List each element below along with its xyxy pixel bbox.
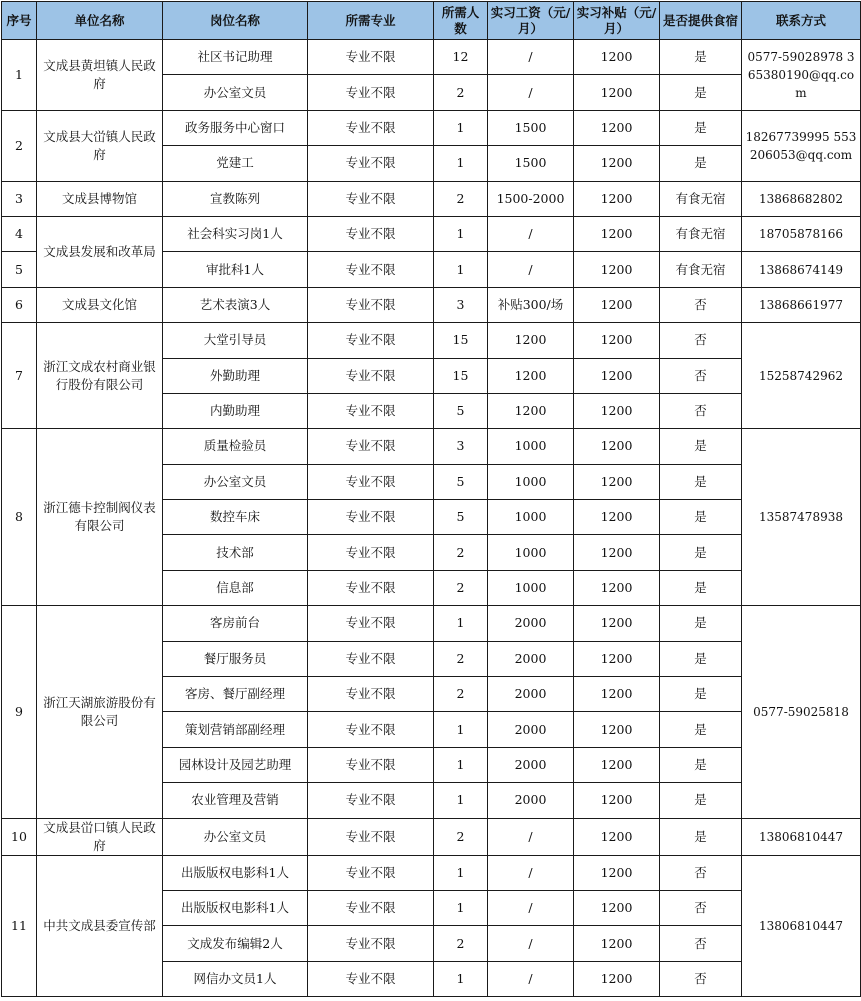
major-cell: 专业不限 [308, 323, 434, 358]
table-row [2, 818, 861, 855]
wage-cell: 2000 [488, 677, 574, 712]
org-cell: 文成县文化馆 [37, 287, 163, 322]
wage-cell: / [488, 216, 574, 251]
contact-cell: 13868682802 [742, 181, 861, 216]
seq-cell: 6 [2, 287, 37, 322]
org-cell: 浙江天湖旅游股份有限公司 [37, 606, 163, 818]
position-cell: 农业管理及营销 [163, 783, 308, 818]
seq-cell: 8 [2, 429, 37, 606]
table-row [2, 40, 861, 75]
wage-cell: 2000 [488, 641, 574, 676]
major-cell: 专业不限 [308, 641, 434, 676]
major-cell: 专业不限 [308, 500, 434, 535]
lodging-cell: 是 [660, 818, 742, 855]
position-cell: 策划营销部副经理 [163, 712, 308, 747]
position-cell: 网信办文员1人 [163, 961, 308, 996]
seq-cell: 4 [2, 216, 37, 251]
count-cell: 5 [434, 464, 488, 499]
lodging-cell: 是 [660, 747, 742, 782]
major-cell: 专业不限 [308, 606, 434, 641]
subsidy-cell: 1200 [574, 110, 660, 145]
count-cell: 1 [434, 110, 488, 145]
table-row [2, 181, 861, 216]
subsidy-cell: 1200 [574, 818, 660, 855]
subsidy-cell: 1200 [574, 252, 660, 287]
header-seq: 序号 [2, 2, 37, 40]
lodging-cell: 是 [660, 110, 742, 145]
wage-cell: / [488, 75, 574, 110]
position-cell: 文成发布编辑2人 [163, 926, 308, 961]
position-cell: 外勤助理 [163, 358, 308, 393]
table-row [2, 110, 861, 145]
contact-cell: 0577-59028978 365380190@qq.com [742, 40, 861, 111]
wage-cell: / [488, 252, 574, 287]
table-body [2, 40, 861, 997]
count-cell: 2 [434, 677, 488, 712]
wage-cell: 1500-2000 [488, 181, 574, 216]
lodging-cell: 是 [660, 146, 742, 181]
subsidy-cell: 1200 [574, 677, 660, 712]
org-cell: 中共文成县委宣传部 [37, 855, 163, 997]
subsidy-cell: 1200 [574, 783, 660, 818]
major-cell: 专业不限 [308, 429, 434, 464]
count-cell: 2 [434, 570, 488, 605]
major-cell: 专业不限 [308, 146, 434, 181]
major-cell: 专业不限 [308, 855, 434, 890]
position-cell: 数控车床 [163, 500, 308, 535]
contact-cell: 0577-59025818 [742, 606, 861, 818]
subsidy-cell: 1200 [574, 641, 660, 676]
count-cell: 2 [434, 818, 488, 855]
major-cell: 专业不限 [308, 252, 434, 287]
subsidy-cell: 1200 [574, 855, 660, 890]
header-subsidy: 实习补贴（元/月） [574, 2, 660, 40]
header-org: 单位名称 [37, 2, 163, 40]
lodging-cell: 有食无宿 [660, 181, 742, 216]
wage-cell: 1000 [488, 535, 574, 570]
wage-cell: / [488, 890, 574, 925]
major-cell: 专业不限 [308, 181, 434, 216]
lodging-cell: 是 [660, 464, 742, 499]
org-cell: 浙江文成农村商业银行股份有限公司 [37, 323, 163, 429]
internship-table [1, 1, 861, 997]
count-cell: 1 [434, 712, 488, 747]
wage-cell: / [488, 961, 574, 996]
wage-cell: 2000 [488, 747, 574, 782]
wage-cell: 补贴300/场 [488, 287, 574, 322]
major-cell: 专业不限 [308, 961, 434, 996]
wage-cell: / [488, 40, 574, 75]
subsidy-cell: 1200 [574, 926, 660, 961]
lodging-cell: 是 [660, 40, 742, 75]
count-cell: 1 [434, 961, 488, 996]
lodging-cell: 否 [660, 855, 742, 890]
seq-cell: 3 [2, 181, 37, 216]
subsidy-cell: 1200 [574, 323, 660, 358]
position-cell: 党建工 [163, 146, 308, 181]
count-cell: 5 [434, 500, 488, 535]
lodging-cell: 否 [660, 961, 742, 996]
position-cell: 客房前台 [163, 606, 308, 641]
header-position: 岗位名称 [163, 2, 308, 40]
seq-cell: 9 [2, 606, 37, 818]
count-cell: 1 [434, 216, 488, 251]
major-cell: 专业不限 [308, 890, 434, 925]
subsidy-cell: 1200 [574, 393, 660, 428]
lodging-cell: 否 [660, 926, 742, 961]
count-cell: 1 [434, 855, 488, 890]
lodging-cell: 是 [660, 641, 742, 676]
count-cell: 2 [434, 181, 488, 216]
position-cell: 质量检验员 [163, 429, 308, 464]
wage-cell: 1000 [488, 500, 574, 535]
org-cell: 文成县发展和改革局 [37, 216, 163, 287]
major-cell: 专业不限 [308, 110, 434, 145]
wage-cell: 2000 [488, 783, 574, 818]
header-contact: 联系方式 [742, 2, 861, 40]
subsidy-cell: 1200 [574, 570, 660, 605]
position-cell: 大堂引导员 [163, 323, 308, 358]
wage-cell: 1000 [488, 429, 574, 464]
table-row [2, 606, 861, 641]
header-lodging: 是否提供食宿 [660, 2, 742, 40]
position-cell: 审批科1人 [163, 252, 308, 287]
table-row [2, 323, 861, 358]
position-cell: 宣教陈列 [163, 181, 308, 216]
wage-cell: 1200 [488, 358, 574, 393]
lodging-cell: 是 [660, 535, 742, 570]
seq-cell: 1 [2, 40, 37, 111]
major-cell: 专业不限 [308, 75, 434, 110]
wage-cell: / [488, 926, 574, 961]
seq-cell: 7 [2, 323, 37, 429]
subsidy-cell: 1200 [574, 500, 660, 535]
wage-cell: 1000 [488, 464, 574, 499]
wage-cell: 1200 [488, 323, 574, 358]
lodging-cell: 否 [660, 358, 742, 393]
position-cell: 内勤助理 [163, 393, 308, 428]
header-wage: 实习工资（元/月） [488, 2, 574, 40]
subsidy-cell: 1200 [574, 216, 660, 251]
count-cell: 2 [434, 75, 488, 110]
lodging-cell: 否 [660, 287, 742, 322]
subsidy-cell: 1200 [574, 146, 660, 181]
lodging-cell: 是 [660, 429, 742, 464]
major-cell: 专业不限 [308, 216, 434, 251]
lodging-cell: 是 [660, 500, 742, 535]
position-cell: 社会科实习岗1人 [163, 216, 308, 251]
major-cell: 专业不限 [308, 358, 434, 393]
major-cell: 专业不限 [308, 818, 434, 855]
lodging-cell: 是 [660, 75, 742, 110]
position-cell: 办公室文员 [163, 75, 308, 110]
contact-cell: 13868661977 [742, 287, 861, 322]
count-cell: 2 [434, 535, 488, 570]
subsidy-cell: 1200 [574, 358, 660, 393]
lodging-cell: 是 [660, 570, 742, 605]
count-cell: 1 [434, 890, 488, 925]
count-cell: 3 [434, 287, 488, 322]
wage-cell: 2000 [488, 606, 574, 641]
table-row [2, 287, 861, 322]
lodging-cell: 是 [660, 606, 742, 641]
seq-cell: 5 [2, 252, 37, 287]
contact-cell: 13587478938 [742, 429, 861, 606]
org-cell: 文成县博物馆 [37, 181, 163, 216]
subsidy-cell: 1200 [574, 535, 660, 570]
wage-cell: / [488, 818, 574, 855]
header-count: 所需人数 [434, 2, 488, 40]
count-cell: 2 [434, 641, 488, 676]
subsidy-cell: 1200 [574, 747, 660, 782]
org-cell: 文成县黄坦镇人民政府 [37, 40, 163, 111]
wage-cell: / [488, 855, 574, 890]
subsidy-cell: 1200 [574, 75, 660, 110]
table-row [2, 429, 861, 464]
count-cell: 1 [434, 747, 488, 782]
lodging-cell: 否 [660, 323, 742, 358]
contact-cell: 18705878166 [742, 216, 861, 251]
org-cell: 文成县峃口镇人民政府 [37, 818, 163, 855]
count-cell: 15 [434, 358, 488, 393]
count-cell: 1 [434, 146, 488, 181]
seq-cell: 2 [2, 110, 37, 181]
seq-cell: 10 [2, 818, 37, 855]
major-cell: 专业不限 [308, 535, 434, 570]
contact-cell: 13868674149 [742, 252, 861, 287]
wage-cell: 2000 [488, 712, 574, 747]
contact-cell: 13806810447 [742, 855, 861, 997]
subsidy-cell: 1200 [574, 40, 660, 75]
count-cell: 12 [434, 40, 488, 75]
position-cell: 社区书记助理 [163, 40, 308, 75]
position-cell: 出版版权电影科1人 [163, 890, 308, 925]
subsidy-cell: 1200 [574, 181, 660, 216]
subsidy-cell: 1200 [574, 961, 660, 996]
lodging-cell: 是 [660, 712, 742, 747]
subsidy-cell: 1200 [574, 606, 660, 641]
wage-cell: 1200 [488, 393, 574, 428]
major-cell: 专业不限 [308, 464, 434, 499]
lodging-cell: 否 [660, 393, 742, 428]
major-cell: 专业不限 [308, 570, 434, 605]
contact-cell: 15258742962 [742, 323, 861, 429]
count-cell: 2 [434, 926, 488, 961]
position-cell: 政务服务中心窗口 [163, 110, 308, 145]
major-cell: 专业不限 [308, 40, 434, 75]
count-cell: 3 [434, 429, 488, 464]
count-cell: 1 [434, 783, 488, 818]
wage-cell: 1500 [488, 146, 574, 181]
position-cell: 办公室文员 [163, 818, 308, 855]
major-cell: 专业不限 [308, 926, 434, 961]
position-cell: 出版版权电影科1人 [163, 855, 308, 890]
lodging-cell: 有食无宿 [660, 252, 742, 287]
position-cell: 办公室文员 [163, 464, 308, 499]
major-cell: 专业不限 [308, 677, 434, 712]
subsidy-cell: 1200 [574, 464, 660, 499]
position-cell: 艺术表演3人 [163, 287, 308, 322]
count-cell: 15 [434, 323, 488, 358]
count-cell: 1 [434, 252, 488, 287]
subsidy-cell: 1200 [574, 287, 660, 322]
table-row [2, 216, 861, 251]
contact-cell: 18267739995 553206053@qq.com [742, 110, 861, 181]
position-cell: 园林设计及园艺助理 [163, 747, 308, 782]
major-cell: 专业不限 [308, 747, 434, 782]
contact-cell: 13806810447 [742, 818, 861, 855]
major-cell: 专业不限 [308, 393, 434, 428]
major-cell: 专业不限 [308, 287, 434, 322]
header-row [2, 2, 861, 40]
lodging-cell: 是 [660, 783, 742, 818]
position-cell: 餐厅服务员 [163, 641, 308, 676]
major-cell: 专业不限 [308, 712, 434, 747]
subsidy-cell: 1200 [574, 429, 660, 464]
org-cell: 文成县大峃镇人民政府 [37, 110, 163, 181]
position-cell: 客房、餐厅副经理 [163, 677, 308, 712]
lodging-cell: 是 [660, 677, 742, 712]
wage-cell: 1500 [488, 110, 574, 145]
org-cell: 浙江德卡控制阀仪表有限公司 [37, 429, 163, 606]
lodging-cell: 有食无宿 [660, 216, 742, 251]
subsidy-cell: 1200 [574, 712, 660, 747]
count-cell: 5 [434, 393, 488, 428]
position-cell: 技术部 [163, 535, 308, 570]
seq-cell: 11 [2, 855, 37, 997]
count-cell: 1 [434, 606, 488, 641]
position-cell: 信息部 [163, 570, 308, 605]
subsidy-cell: 1200 [574, 890, 660, 925]
wage-cell: 1000 [488, 570, 574, 605]
major-cell: 专业不限 [308, 783, 434, 818]
table-row [2, 855, 861, 890]
header-major: 所需专业 [308, 2, 434, 40]
lodging-cell: 否 [660, 890, 742, 925]
